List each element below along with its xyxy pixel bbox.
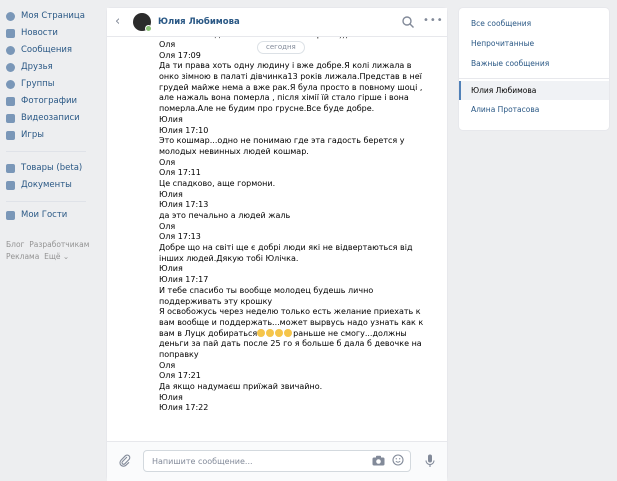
sidebar-divider — [6, 151, 86, 152]
message-line — [159, 243, 423, 254]
message-text: Добре що на світі ще є добрі люди які не відвертаються від — [159, 243, 413, 253]
emoji-icon — [257, 329, 265, 337]
message-text: Да ти права хоть одну людину і вже добре.Я колі лижала в — [159, 61, 412, 71]
message-line — [159, 115, 423, 126]
dialogs-panel — [459, 8, 609, 130]
message-text: Юлия — [159, 189, 183, 199]
guests-icon — [6, 211, 15, 220]
message-text: інших людей.Дякую тобі Юлічка. — [159, 253, 299, 263]
message-line — [159, 93, 423, 104]
date-separator: сегодня — [257, 41, 305, 54]
sidebar-item-label: Моя Страница — [21, 11, 85, 21]
more-icon[interactable]: ••• — [423, 15, 444, 26]
message-text: Юлия — [159, 392, 183, 402]
chat-title[interactable]: Юлия Любимова — [158, 17, 240, 27]
message-text: Оля — [159, 40, 176, 49]
message-line — [159, 211, 423, 222]
footer-blog-link[interactable]: Блог — [6, 240, 25, 249]
message-input-box[interactable] — [143, 450, 411, 472]
message-line — [159, 318, 423, 329]
smile-icon[interactable] — [392, 454, 404, 466]
message-line — [159, 361, 423, 372]
message-line — [159, 72, 423, 83]
message-text: Оля 17:13 — [159, 232, 201, 242]
camera-icon[interactable] — [372, 455, 385, 466]
sidebar-item-label: Друзья — [21, 62, 53, 72]
message-text: молодых невинных людей кошмар. — [159, 146, 309, 156]
message-text: Це спадково, аще гормони. — [159, 178, 276, 188]
emoji-icon — [284, 329, 292, 337]
left-sidebar — [0, 0, 100, 480]
footer-ads-link[interactable]: Реклама — [6, 252, 40, 261]
message-line — [159, 393, 423, 404]
message-text: Юлия 17:22 — [159, 403, 209, 413]
message-text: померла.Але не будим про грусне.Все буде добре. — [159, 104, 375, 114]
friends-icon — [6, 63, 15, 72]
message-text: Юлия — [159, 264, 183, 274]
message-text: але нажаль вона померла , після хімії їй стало гірше і вона — [159, 93, 409, 103]
search-icon[interactable] — [401, 15, 415, 29]
composer — [107, 441, 447, 481]
back-arrow-icon[interactable]: ‹ — [115, 14, 121, 29]
message-line — [159, 254, 423, 265]
games-icon — [6, 131, 15, 140]
footer-row-1 — [6, 240, 89, 249]
panel-divider — [459, 78, 609, 79]
documents-icon — [6, 181, 15, 190]
message-line — [159, 275, 423, 286]
footer-more-link[interactable]: Ещё ⌄ — [44, 252, 70, 261]
sidebar-item-news[interactable] — [6, 25, 58, 41]
sidebar-item-my-page[interactable] — [6, 8, 85, 24]
message-text: онко зімною в палаті дівчинка13 років лижала.Представ в неї — [159, 72, 422, 82]
message-text: Оля 17:09 — [159, 50, 201, 60]
videos-icon — [6, 114, 15, 123]
message-line — [159, 126, 423, 137]
home-icon — [6, 12, 15, 21]
message-text: раньше не смогу...должны — [293, 328, 407, 338]
message-text: Оля — [159, 221, 176, 231]
message-line — [159, 403, 423, 414]
sidebar-item-label: Мои Гости — [21, 210, 68, 220]
message-line — [159, 232, 423, 243]
sidebar-item-games[interactable] — [6, 127, 44, 143]
goods-icon — [6, 164, 15, 173]
message-text: Оля — [159, 360, 176, 370]
message-list — [159, 40, 423, 414]
message-line — [159, 329, 423, 340]
message-text: Оля 17:11 — [159, 168, 201, 178]
message-history[interactable] — [107, 37, 447, 439]
chat-panel — [107, 8, 447, 480]
message-text: Да якщо надумаєш приїжай звичайно. — [159, 382, 323, 391]
sidebar-item-documents[interactable] — [6, 177, 72, 193]
message-line — [159, 382, 423, 393]
message-text: да это печально а людей жаль — [159, 211, 291, 220]
filter-important[interactable]: Важные сообщения — [471, 59, 550, 68]
sidebar-item-label: Видеозаписи — [21, 113, 80, 123]
groups-icon — [6, 80, 15, 89]
message-line — [159, 200, 423, 211]
message-line — [159, 307, 423, 318]
message-text: Юлия 17:17 — [159, 275, 209, 285]
message-text: грудей майже нема а вже рак.Я була просто в повному шоці , — [159, 82, 423, 92]
message-text: поддерживать эту крошку — [159, 296, 273, 306]
messages-icon — [6, 46, 15, 55]
message-text: Юлия — [159, 114, 183, 124]
sidebar-item-groups[interactable] — [6, 76, 54, 92]
sidebar-item-guests[interactable] — [6, 207, 67, 223]
message-line — [159, 61, 423, 72]
filter-unread[interactable]: Непрочитанные — [471, 39, 535, 48]
message-text: Оля — [159, 157, 176, 167]
news-icon — [6, 29, 15, 38]
footer-developers-link[interactable]: Разработчикам — [29, 240, 90, 249]
message-line — [159, 147, 423, 158]
sidebar-item-photos[interactable] — [6, 93, 77, 109]
sidebar-item-label: Документы — [21, 180, 72, 190]
emoji-icon — [266, 329, 274, 337]
emoji-icon — [275, 329, 283, 337]
message-text: поправку — [159, 349, 199, 359]
sidebar-item-messages[interactable] — [6, 42, 72, 58]
sidebar-item-goods[interactable] — [6, 160, 82, 176]
message-line — [159, 83, 423, 94]
message-text: Юлия 17:13 — [159, 200, 209, 210]
message-line — [159, 350, 423, 361]
message-text: Оля 17:21 — [159, 371, 201, 381]
message-line — [159, 264, 423, 275]
message-line — [159, 168, 423, 179]
message-line — [159, 297, 423, 308]
message-text: вам вообще и поддержать...может вырвусь надо узнать как к — [159, 317, 424, 327]
message-input[interactable] — [152, 455, 362, 467]
sidebar-item-friends[interactable] — [6, 59, 53, 75]
message-line — [159, 158, 423, 169]
microphone-icon[interactable] — [425, 454, 435, 468]
message-text: вам в Луцк добираться — [159, 328, 258, 338]
sidebar-item-label: Новости — [21, 28, 58, 38]
chat-header — [107, 8, 447, 37]
message-line — [159, 136, 423, 147]
sidebar-item-videos[interactable] — [6, 110, 80, 126]
sidebar-item-label: Сообщения — [21, 45, 73, 55]
message-line — [159, 104, 423, 115]
message-text: Я освобожусь через неделю только есть желание приехать к — [159, 307, 421, 317]
sidebar-item-label: Игры — [21, 130, 44, 140]
dialog-item-yulia[interactable]: Юлия Любимова — [471, 86, 537, 95]
message-line — [159, 222, 423, 233]
sidebar-item-label: Группы — [21, 79, 55, 89]
dialog-item-alina[interactable]: Алина Протасова — [471, 105, 540, 114]
message-line — [159, 190, 423, 201]
message-text: Юлия 17:10 — [159, 125, 209, 135]
message-line — [159, 179, 423, 190]
photos-icon — [6, 97, 15, 106]
message-line — [159, 339, 423, 350]
paperclip-icon[interactable] — [119, 454, 131, 468]
sidebar-divider — [6, 201, 86, 202]
message-line — [159, 371, 423, 382]
sidebar-item-label: Фотографии — [21, 96, 78, 106]
message-text: деньги за пай дать после 25 го я больше б дала б девочке на — [159, 339, 422, 349]
message-line — [159, 286, 423, 297]
filter-all-messages[interactable]: Все сообщения — [471, 19, 532, 28]
footer-row-2 — [6, 252, 69, 261]
avatar[interactable] — [133, 13, 151, 31]
sidebar-item-label: Товары (beta) — [21, 163, 83, 173]
online-indicator — [145, 25, 152, 32]
message-text: Это кошмар...одно не понимаю где эта гадость берется у — [159, 136, 405, 146]
message-text: И тебе спасибо ты вообще молодец будешь лично — [159, 285, 374, 295]
